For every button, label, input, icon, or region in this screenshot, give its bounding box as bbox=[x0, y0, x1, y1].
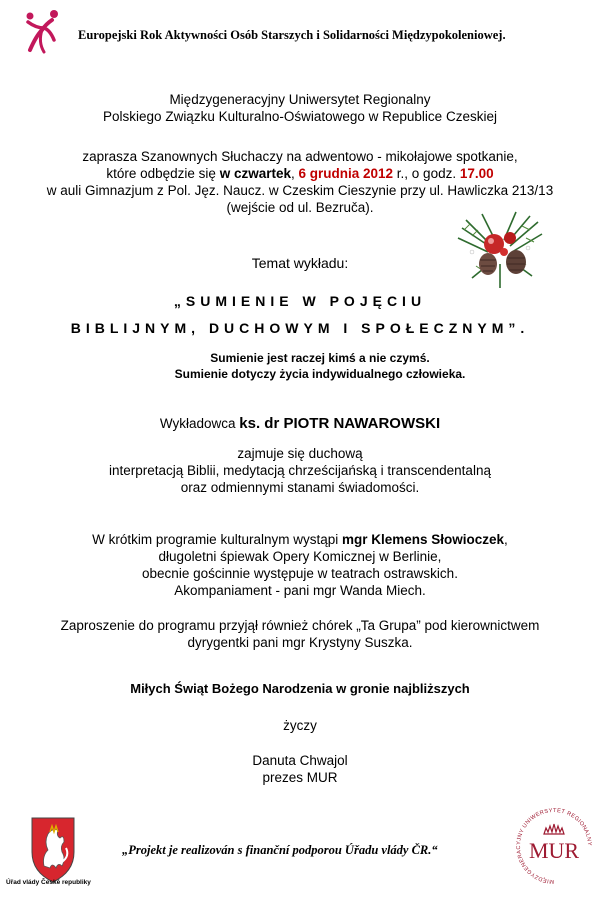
lecturer-description bbox=[0, 445, 600, 496]
program-line-2: długoletni śpiewak Opery Komicznej w Berlinie, bbox=[158, 549, 442, 564]
program-line-1 bbox=[0, 531, 600, 548]
invitation-block bbox=[0, 148, 600, 216]
lecturer-desc-1: zajmuje się duchową bbox=[237, 446, 363, 461]
choir-line-1: Zaproszenie do programu przyjął również chórek „Ta Grupa” pod kierownictwem bbox=[60, 618, 540, 633]
invite-line-3: w auli Gimnazjum z Pol. Jęz. Naucz. w Czeskim Cieszynie przy ul. Hawliczka 213/13 bbox=[46, 183, 554, 198]
invite-date: 6 grudnia 2012 bbox=[298, 166, 394, 181]
mur-ring-text: MIĘDZYGENERACYJNY UNIWERSYTET REGIONALNY bbox=[515, 807, 593, 885]
signature bbox=[0, 752, 600, 786]
program-line-3: obecnie gościnnie występuje w teatrach ostrawskich. bbox=[142, 566, 458, 581]
program-line-1-suffix: , bbox=[504, 532, 508, 547]
lecturer-line bbox=[0, 415, 600, 432]
lecture-sub-line-1: Sumienie jest raczej kimś a nie czymś. bbox=[210, 351, 430, 365]
lecturer-desc-3: oraz odmiennymi stanami świadomości. bbox=[180, 480, 420, 495]
signer-name: Danuta Chwajol bbox=[252, 753, 348, 768]
header-title: Europejski Rok Aktywności Osób Starszych i Solidarności Międzypokoleniowej. bbox=[78, 28, 506, 42]
lecturer-name: ks. dr PIOTR NAWAROWSKI bbox=[239, 415, 441, 432]
invite-line-2-prefix: które odbędzie się bbox=[106, 166, 220, 181]
mur-logo-text: MUR bbox=[528, 838, 580, 863]
lecture-sub-line-2: Sumienie dotyczy życia indywidualnego człowieka. bbox=[174, 367, 466, 381]
lion-caption: Úřad vlády České republiky bbox=[6, 879, 91, 886]
invite-line-1: zaprasza Szanownych Słuchaczy na adwentowo - mikołajowe spotkanie, bbox=[82, 149, 518, 164]
signer-title: prezes MUR bbox=[262, 770, 338, 785]
choir-block bbox=[0, 617, 600, 651]
lecture-title-line-1: „SUMIENIE W POJĘCIU bbox=[173, 293, 427, 309]
mur-logo-icon bbox=[514, 806, 594, 886]
european-year-logo-icon bbox=[22, 6, 62, 56]
invite-comma: , bbox=[290, 166, 299, 181]
invite-day: w czwartek bbox=[219, 166, 291, 181]
project-funding-note: „Projekt je realizován s finanční podporou Úřadu vlády ČR.“ bbox=[122, 843, 438, 857]
lecture-title-line-2: BIBLIJNYM, DUCHOWYM I SPOŁECZNYM”. bbox=[70, 320, 530, 336]
choir-line-2: dyrygentki pani mgr Krystyny Suszka. bbox=[187, 635, 413, 650]
org-line-2: Polskiego Związku Kulturalno-Oświatowego w Republice Czeskiej bbox=[103, 109, 497, 124]
invite-line-4: (wejście od ul. Bezruča). bbox=[226, 200, 374, 215]
invite-line-2 bbox=[0, 165, 600, 182]
program-line-1-prefix: W krótkim programie kulturalnym wystąpi bbox=[92, 532, 342, 547]
christmas-wish: Miłych Świąt Bożego Narodzenia w gronie najbliższych bbox=[130, 681, 470, 696]
invite-line-2-mid: r., o godz. bbox=[393, 166, 460, 181]
lecturer-desc-2: interpretacją Biblii, medytacją chrześcijańską i transcendentalną bbox=[109, 463, 491, 478]
lecturer-prefix: Wykładowca bbox=[159, 416, 240, 431]
lecture-theme-label: Temat wykładu: bbox=[251, 255, 349, 271]
program-line-4: Akompaniament - pani mgr Wanda Miech. bbox=[174, 583, 426, 598]
lecture-title bbox=[0, 288, 600, 342]
program-performer: mgr Klemens Słowioczek bbox=[341, 532, 505, 547]
wish-verb: życzy bbox=[283, 718, 317, 733]
org-line-1: Międzygeneracyjny Uniwersytet Regionalny bbox=[169, 92, 431, 107]
christmas-ornament-icon bbox=[452, 208, 548, 294]
organization-block bbox=[0, 91, 600, 125]
lecture-subtitle bbox=[40, 350, 600, 382]
program-block bbox=[0, 531, 600, 599]
invite-time: 17.00 bbox=[459, 166, 494, 181]
